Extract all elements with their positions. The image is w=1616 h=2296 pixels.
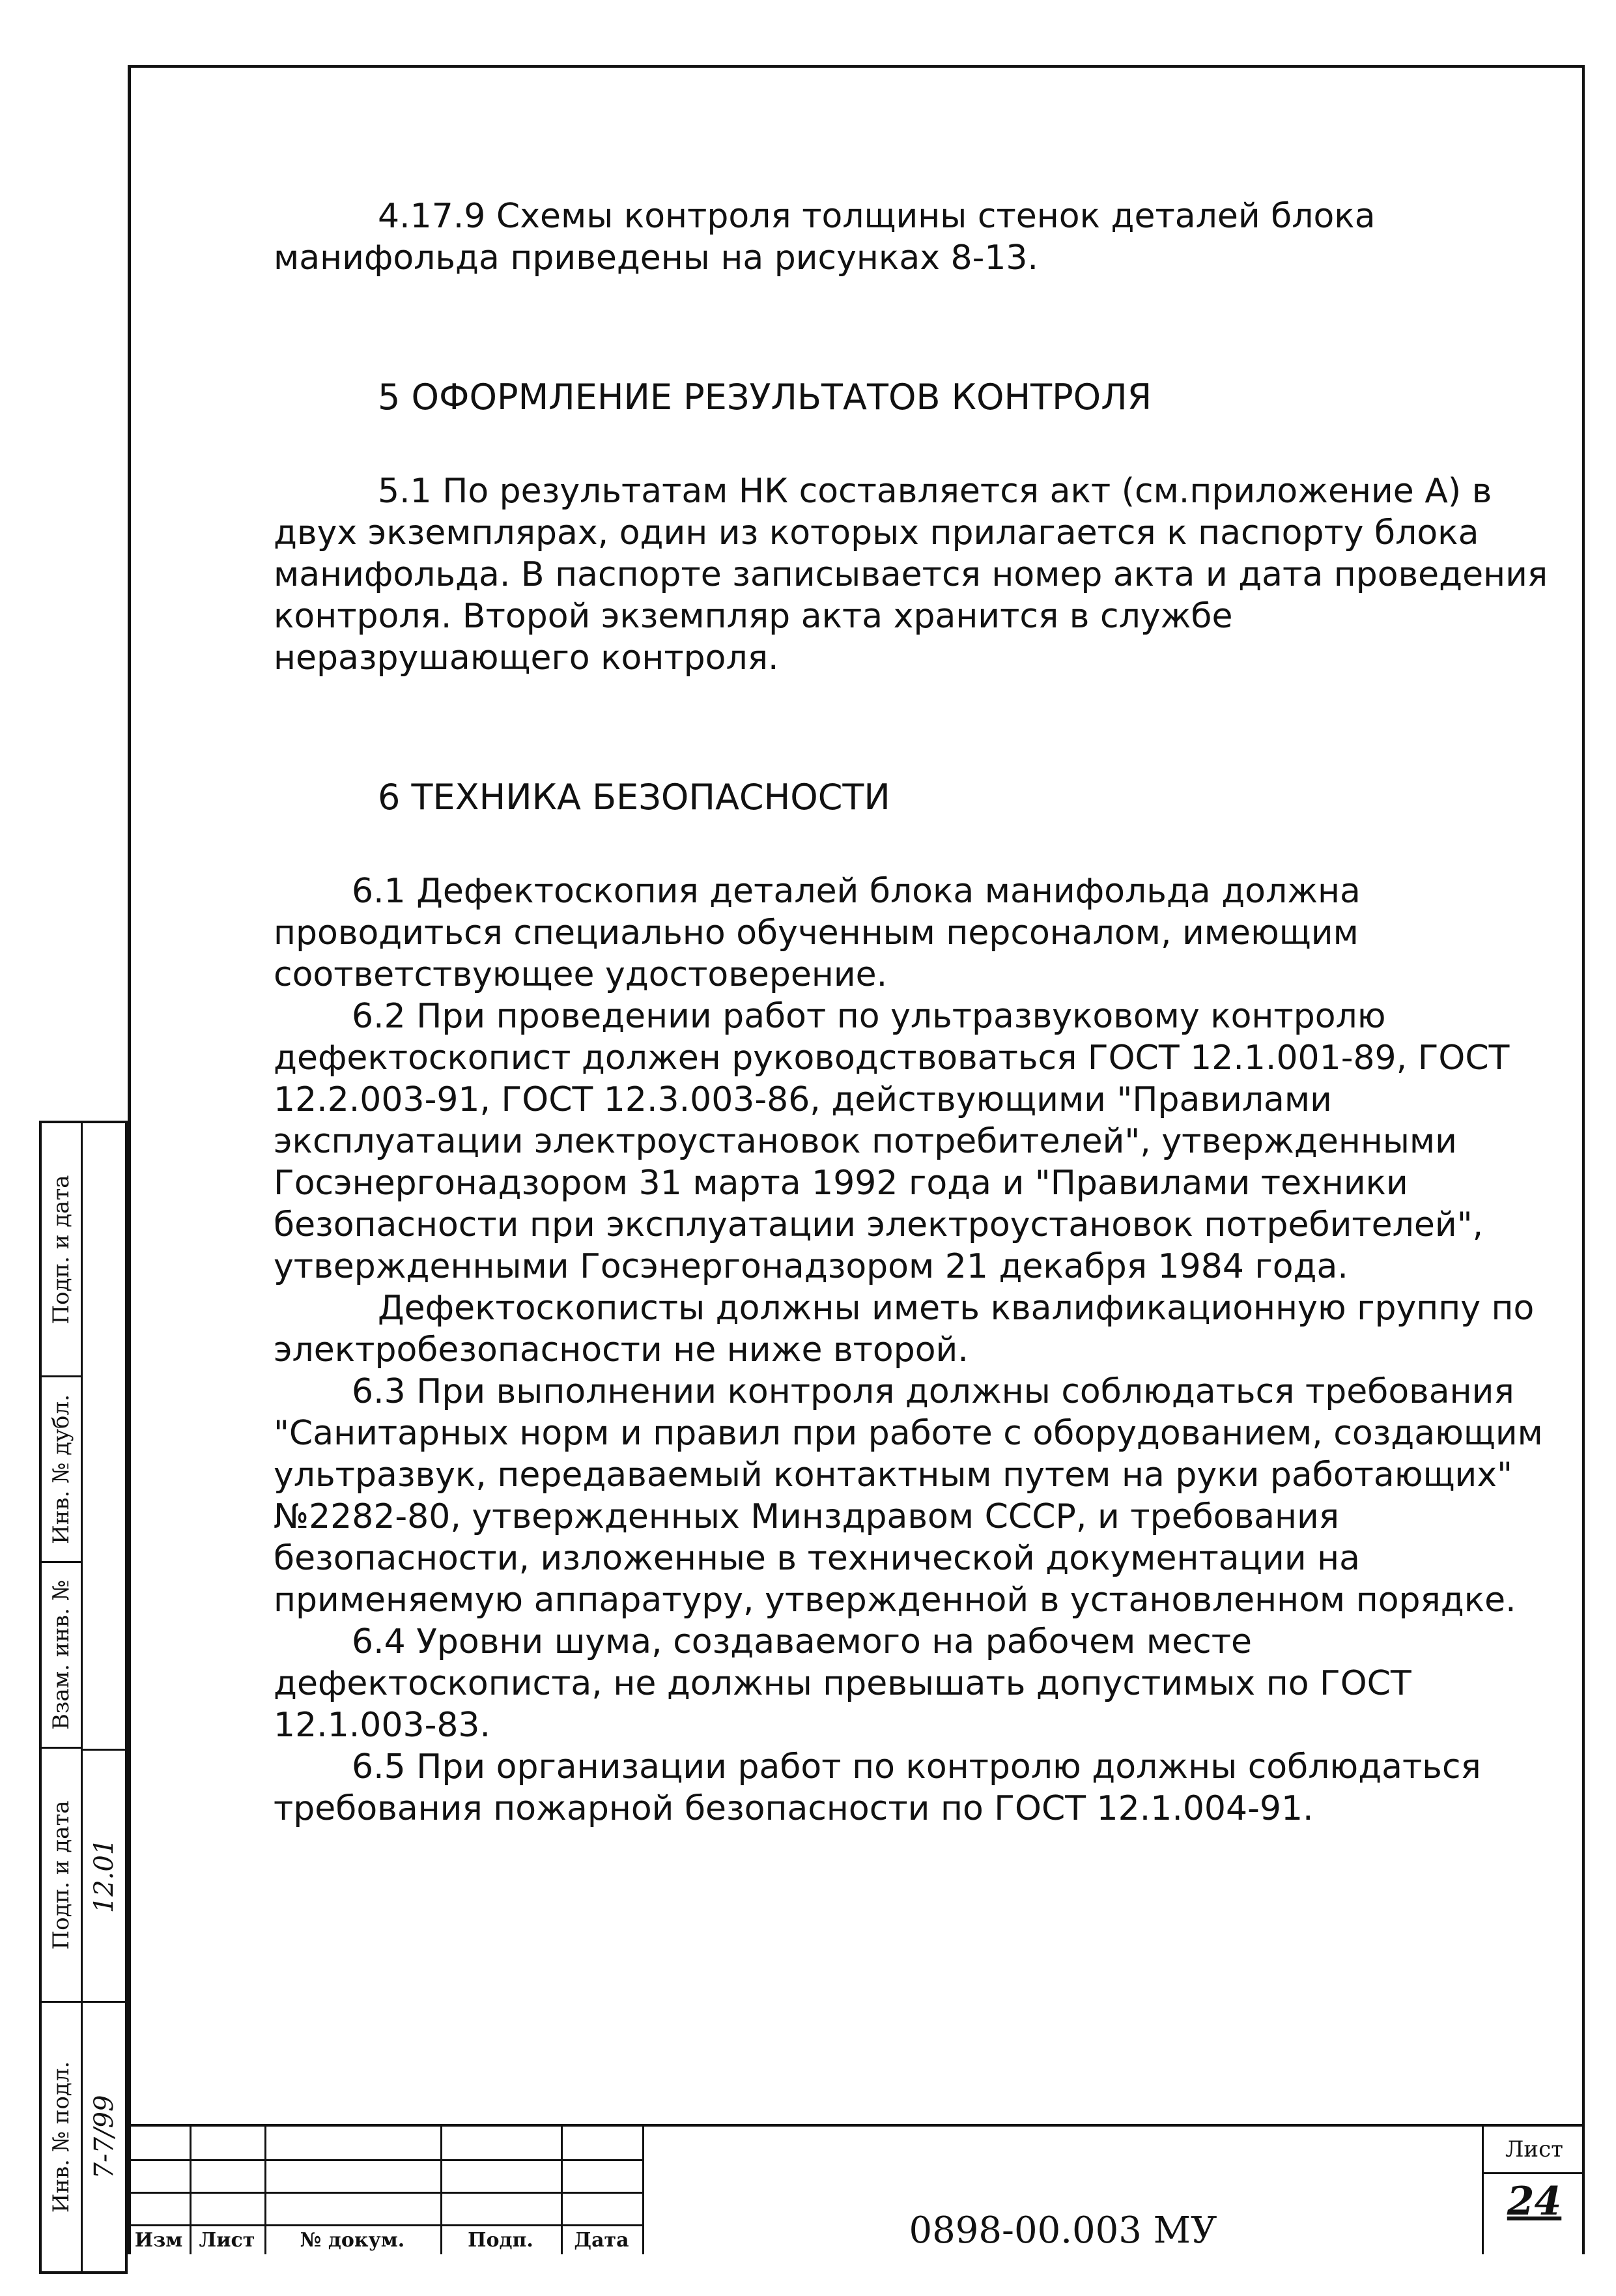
stamp-label-inv-podl: Инв. № подл. bbox=[48, 2061, 74, 2213]
stamp-cell-vzam-inv bbox=[42, 1563, 81, 1749]
title-block-row-line bbox=[128, 2159, 642, 2161]
paragraph-4-17-9: 4.17.9 Схемы контроля толщины стенок деталей блока манифольда приведены на рисунках 8-13. bbox=[274, 197, 1376, 278]
stamp-cell-podp-2 bbox=[42, 1749, 81, 2003]
paragraph-6-2-cont: Дефектоскописты должны иметь квалификационную группу по электробезопасности не ниже второй. bbox=[274, 1289, 1535, 1370]
stamp-label-podp-1: Подп. и дата bbox=[48, 1174, 74, 1325]
title-col-izm: Изм bbox=[134, 2229, 183, 2252]
section-6-heading: 6 ТЕХНИКА БЕЗОПАСНОСТИ bbox=[378, 777, 890, 818]
title-col-docum: № докум. bbox=[300, 2229, 405, 2252]
sheet-label: Лист bbox=[1484, 2127, 1585, 2174]
stamp-value-inv-podl bbox=[81, 2003, 128, 2271]
paragraph-6-4: 6.4 Уровни шума, создаваемого на рабочем месте дефектоскописта, не должны превышать допустимых по ГОСТ 12.1.003-83. bbox=[274, 1622, 1411, 1745]
margin-stamp bbox=[39, 1121, 128, 2274]
title-col-podp: Подп. bbox=[468, 2229, 533, 2252]
stamp-label-inv-dubl: Инв. № дубл. bbox=[48, 1394, 74, 1544]
handwritten-signature-date: 12.01 bbox=[89, 1838, 119, 1914]
title-col-data: Дата bbox=[574, 2229, 629, 2252]
stamp-cell-inv-podl bbox=[42, 2003, 81, 2271]
stamp-cell-podp-1 bbox=[42, 1123, 81, 1377]
stamp-value-podp bbox=[81, 1749, 128, 2003]
document-number: 0898-00.003 МУ bbox=[909, 2209, 1217, 2252]
title-col-list: Лист bbox=[199, 2229, 255, 2252]
paragraph-6-3: 6.3 При выполнении контроля должны соблюдаться требования "Санитарных норм и правил при работе с оборудованием, создающим ультразвук, передаваемый контактным путем на руки работающих" №2282-80, утвержденных Минздравом СССР, и требования безопасности, изложенные в технической документации на применяемую аппаратуру, утвержденной в установленном порядке. bbox=[274, 1372, 1543, 1620]
handwritten-inventory-number: 7-7/99 bbox=[89, 2095, 119, 2179]
paragraph-6-5: 6.5 При организации работ по контролю должны соблюдаться требования пожарной безопасности по ГОСТ 12.1.004-91. bbox=[274, 1747, 1481, 1828]
paragraph-5-1: 5.1 По результатам НК составляется акт (см.приложение А) в двух экземплярах, один из которых прилагается к паспорту блока манифольда. В паспорте записывается номер акта и дата проведения контроля. Второй экземпляр акта хранится в службе неразрушающего контроля. bbox=[274, 472, 1548, 678]
stamp-label-vzam-inv: Взам. инв. № bbox=[48, 1579, 74, 1730]
stamp-label-column bbox=[42, 1123, 83, 2271]
paragraph-6-1: 6.1 Дефектоскопия деталей блока манифольда должна проводиться специально обученным персоналом, имеющим соответствующее удостоверение. bbox=[274, 872, 1361, 994]
document-body bbox=[274, 195, 1550, 1830]
section-5-heading: 5 ОФОРМЛЕНИЕ РЕЗУЛЬТАТОВ КОНТРОЛЯ bbox=[378, 377, 1152, 418]
stamp-cell-inv-dubl bbox=[42, 1377, 81, 1563]
stamp-value-upper bbox=[81, 1123, 128, 1749]
stamp-value-column bbox=[81, 1123, 128, 2271]
sheet-number: 24 bbox=[1507, 2179, 1562, 2224]
sheet-box bbox=[1484, 2127, 1585, 2257]
paragraph-6-2: 6.2 При проведении работ по ультразвуковому контролю дефектоскопист должен руководствоваться ГОСТ 12.1.001-89, ГОСТ 12.2.003-91, ГОСТ 12.3.003-86, действующими "Правилами эксплуатации электроустановок потребителей", утвержденными Госэнергонадзором 31 марта 1992 года и "Правилами техники безопасности при эксплуатации электроустановок потребителей", утвержденными Госэнергонадзором 21 декабря 1984 года. bbox=[274, 997, 1510, 1286]
title-block-row-line bbox=[128, 2192, 642, 2194]
stamp-label-podp-2: Подп. и дата bbox=[48, 1800, 74, 1950]
title-block bbox=[128, 2124, 1585, 2254]
